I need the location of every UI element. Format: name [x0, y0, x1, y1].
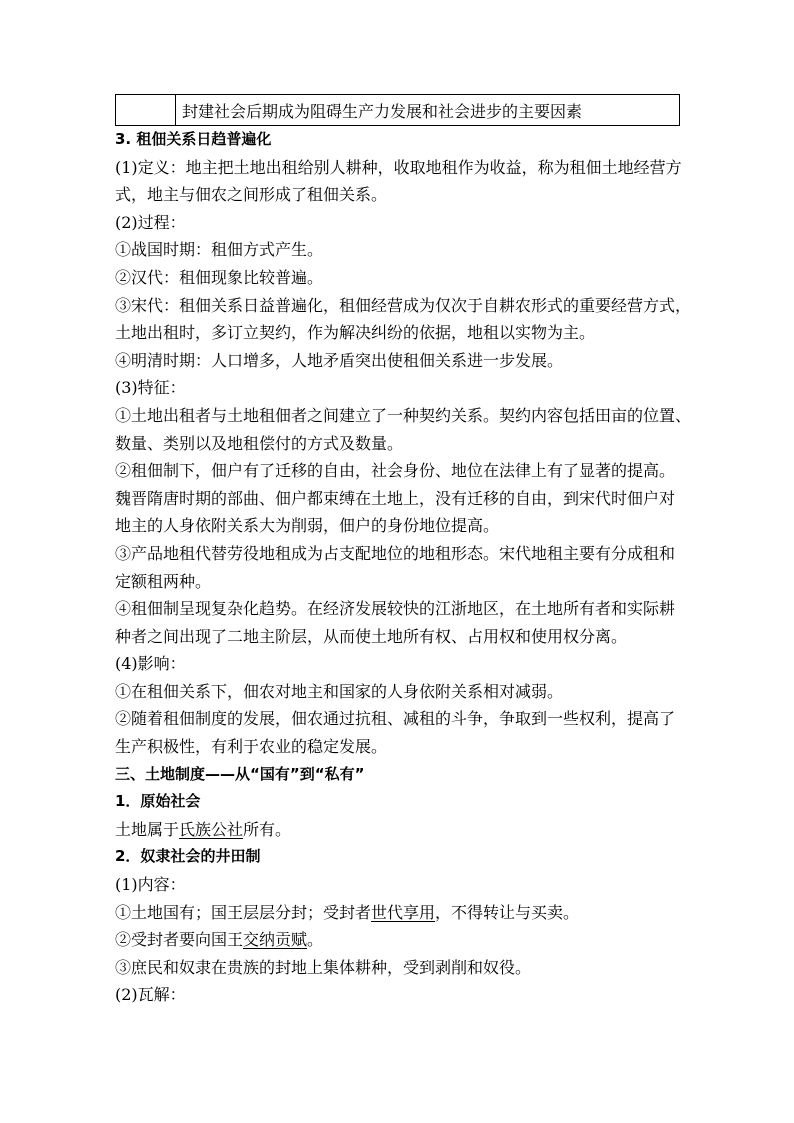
impact-item: 生产积极性，有利于农业的稳定发展。 [115, 737, 388, 757]
definition-line: (1)定义：地主把土地出租给别人耕种，收取地租作为收益，称为租佃土地经营方 [115, 157, 682, 177]
part-heading-land-system: 三、土地制度——从“国有”到“私有” [115, 764, 365, 783]
underlined-term: 氏族公社 [179, 819, 244, 839]
text-span: 所有。 [243, 819, 292, 839]
feature-item: ②租佃制下，佃户有了迁移的自由，社会身份、地位在法律上有了显著的提高。 [115, 461, 676, 481]
process-label: (2)过程： [115, 212, 186, 232]
content-item [115, 926, 685, 954]
underlined-term: 世代享用 [371, 902, 436, 922]
feature-item: ①土地出租者与土地租佃者之间建立了一种契约关系。契约内容包括田亩的位置、 [115, 405, 692, 425]
feature-item: ④租佃制呈现复杂化趋势。在经济发展较快的江浙地区，在土地所有者和实际耕 [115, 599, 676, 619]
primitive-society-line [115, 816, 685, 844]
process-item: ③宋代：租佃关系日益普遍化，租佃经营成为仅次于自耕农形式的重要经营方式， [115, 295, 692, 315]
process-item: ①战国时期：租佃方式产生。 [115, 240, 324, 260]
impact-item: ①在租佃关系下，佃农对地主和国家的人身依附关系相对减弱。 [115, 681, 564, 701]
feature-item: 定额租两种。 [115, 571, 212, 591]
definition-line: 式，地主与佃农之间形成了租佃关系。 [115, 185, 388, 205]
feature-label: (3)特征： [115, 378, 186, 398]
document-body [115, 126, 692, 1009]
table-row [116, 95, 680, 126]
text-span: ，不得转让与买卖。 [435, 902, 580, 922]
collapse-label: (2)瓦解： [115, 985, 186, 1005]
underlined-term: 交纳贡赋 [243, 930, 308, 950]
feature-item: 地主的人身依附关系大为削弱，佃户的身份地位提高。 [115, 516, 500, 536]
content-label: (1)内容： [115, 875, 186, 895]
table-cell-text: 封建社会后期成为阻碍生产力发展和社会进步的主要因素 [176, 95, 680, 126]
content-item [115, 899, 685, 927]
continuation-table [115, 94, 680, 126]
text-span: 。 [307, 930, 324, 950]
feature-item: 种者之间出现了二地主阶层，从而使土地所有权、占用权和使用权分离。 [115, 626, 628, 646]
text-span: ①土地国有；国王层层分封；受封者 [115, 902, 372, 922]
content-item: ③庶民和奴隶在贵族的封地上集体耕种，受到剥削和奴役。 [115, 957, 532, 977]
process-item: ②汉代：租佃现象比较普遍。 [115, 267, 324, 287]
subheading-primitive-society: 1．原始社会 [115, 792, 201, 811]
section-heading-tenancy: 3. 租佃关系日趋普遍化 [115, 130, 272, 148]
feature-item: 魏晋隋唐时期的部曲、佃户都束缚在土地上，没有迁移的自由，到宋代时佃户对 [115, 488, 676, 508]
text-span: ②受封者要向国王 [115, 930, 244, 950]
impact-label: (4)影响： [115, 654, 186, 674]
process-item: ④明清时期：人口增多，人地矛盾突出使租佃关系进一步发展。 [115, 350, 564, 370]
text-span: 土地属于 [115, 819, 180, 839]
feature-item: ③产品地租代替劳役地租成为占支配地位的地租形态。宋代地租主要有分成租和 [115, 543, 676, 563]
subheading-well-field-system: 2．奴隶社会的井田制 [115, 847, 261, 866]
feature-item: 数量、类别以及地租偿付的方式及数量。 [115, 433, 404, 453]
table-cell-empty [116, 95, 176, 126]
process-item: 土地出租时，多订立契约，作为解决纠纷的依据，地租以实物为主。 [115, 323, 596, 343]
impact-item: ②随着租佃制度的发展，佃农通过抗租、减租的斗争，争取到一些权利，提高了 [115, 709, 676, 729]
